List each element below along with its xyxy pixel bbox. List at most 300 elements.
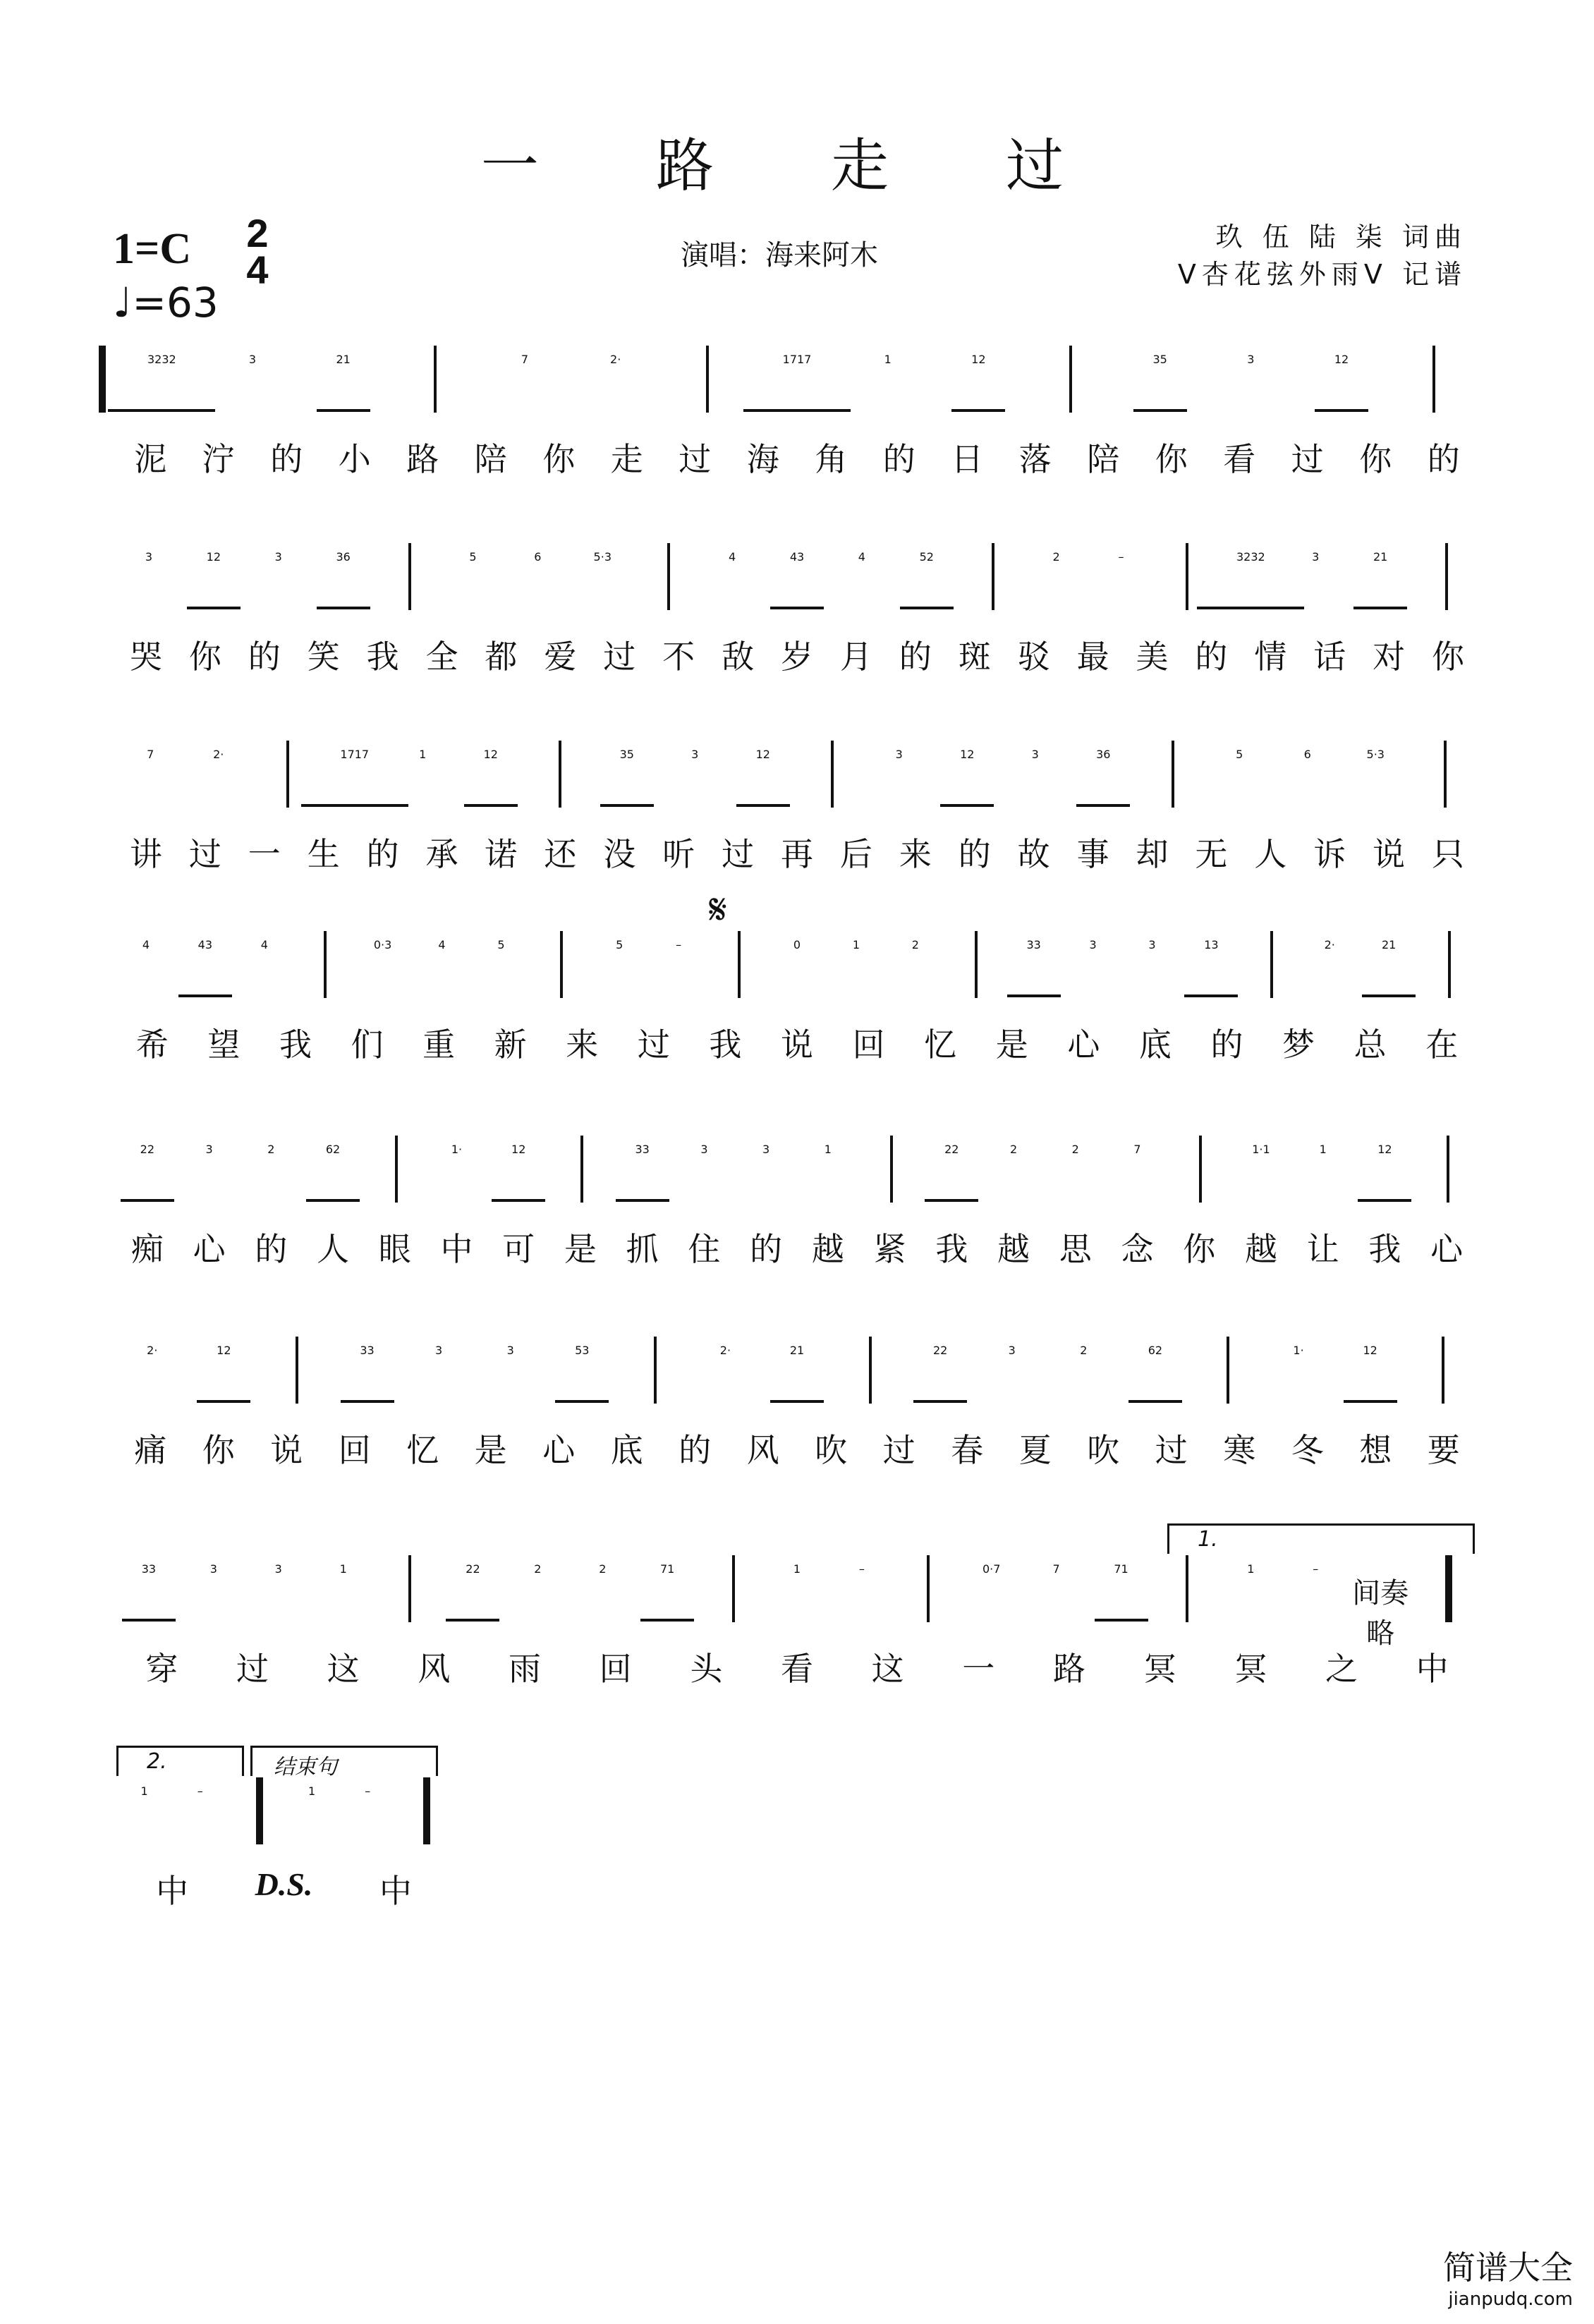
lyric-syllable: 日	[951, 440, 984, 478]
note-group: 2	[911, 938, 919, 951]
note-group: 36	[336, 550, 351, 564]
lyric-syllable: 人	[1254, 835, 1287, 873]
lyric-syllable: 一	[248, 835, 281, 873]
lyric-syllable: 敌	[722, 638, 755, 676]
lyric-syllable: 全	[425, 638, 458, 676]
lyric-syllable: 吹	[1087, 1431, 1120, 1469]
logo-url: jianpudq.com	[1448, 2289, 1573, 2310]
beam-underline	[555, 1400, 609, 1403]
lyric-syllable: 说	[1373, 835, 1406, 873]
barline	[408, 1555, 411, 1622]
lyric-syllable: 过	[882, 1431, 915, 1469]
lyric-syllable: 小	[338, 440, 371, 478]
lyric-syllable: 过	[1155, 1431, 1188, 1469]
beam-underline	[770, 1400, 824, 1403]
note-group: 3	[274, 1562, 282, 1576]
note-group: 2·	[213, 748, 224, 761]
volta-1-bracket	[1167, 1523, 1475, 1554]
beam-underline	[743, 409, 851, 412]
note-group: 21	[1381, 938, 1397, 951]
lyric-syllable: 说	[781, 1026, 813, 1064]
lyric-syllable: 泥	[134, 440, 167, 478]
lyric-syllable: 回	[852, 1026, 885, 1064]
lyric-syllable: 要	[1427, 1431, 1460, 1469]
lyric-syllable: 是	[995, 1026, 1028, 1064]
note-group: 12	[483, 748, 498, 761]
lyric-syllable: 忆	[924, 1026, 957, 1064]
lyric-syllable: 都	[485, 638, 518, 676]
lyric-syllable: 希	[135, 1026, 169, 1064]
barline	[654, 1337, 657, 1404]
note-group: 2·	[610, 353, 621, 366]
note-group: 5	[616, 938, 623, 951]
note-group: 33	[635, 1143, 650, 1156]
barline	[1186, 1555, 1188, 1622]
note-group: 5	[1236, 748, 1243, 761]
beam-underline	[1358, 1199, 1411, 1202]
note-group: 0·7	[982, 1562, 1001, 1576]
note-group: 3	[435, 1344, 443, 1357]
lyric-syllable: 陪	[1087, 440, 1120, 478]
lyric-syllable: 笑	[307, 638, 340, 676]
note-group: 3	[145, 550, 153, 564]
note-group: 35	[619, 748, 634, 761]
lyric-syllable: 路	[406, 440, 439, 478]
beam-underline	[616, 1199, 669, 1202]
note-group: –	[1118, 550, 1124, 564]
lyric-syllable: 你	[1155, 440, 1188, 478]
note-group: 71	[660, 1562, 675, 1576]
lyric-syllable: 你	[1359, 440, 1392, 478]
note-group: 3	[506, 1344, 514, 1357]
note-group: 2	[1071, 1143, 1079, 1156]
barline	[667, 543, 670, 610]
lyric-syllable: 越	[811, 1230, 844, 1268]
note-group: 7	[1052, 1562, 1060, 1576]
lyric-syllable: 故	[1017, 835, 1050, 873]
barline	[1432, 346, 1435, 413]
note-group: 3	[274, 550, 282, 564]
lyric-syllable: 越	[1244, 1230, 1277, 1268]
repeat-start-barline	[99, 346, 106, 413]
beam-underline	[1007, 994, 1061, 997]
lyric-syllable: 我	[709, 1026, 742, 1064]
note-group: 12	[1334, 353, 1349, 366]
singer-credit: 演唱：海来阿木	[681, 239, 878, 272]
lyric-syllable: 后	[839, 835, 872, 873]
lyric-syllable: 的	[270, 440, 303, 478]
lyric-syllable: 吹	[815, 1431, 848, 1469]
lyric-syllable: 的	[1210, 1026, 1243, 1064]
lyric-syllable: 过	[679, 440, 712, 478]
lyric-syllable: 在	[1425, 1026, 1459, 1064]
time-signature	[243, 211, 272, 292]
lyric-syllable: 不	[662, 638, 695, 676]
lyric-syllable: 说	[270, 1431, 303, 1469]
barline	[1445, 543, 1448, 610]
lyric-syllable: 这	[327, 1650, 360, 1688]
beam-underline	[341, 1400, 394, 1403]
lyric-syllable: 你	[188, 638, 221, 676]
note-group: 2	[599, 1562, 607, 1576]
lyric-syllable: 再	[781, 835, 813, 873]
beam-underline	[600, 804, 654, 807]
lyric-syllable: 穿	[145, 1650, 178, 1688]
lyric-syllable: 中	[156, 1872, 189, 1910]
note-group: 4	[729, 550, 736, 564]
note-group: 1	[884, 353, 892, 366]
beam-underline	[301, 804, 408, 807]
barline	[738, 931, 741, 998]
beam-underline	[951, 409, 1005, 412]
lyric-syllable: 诉	[1313, 835, 1346, 873]
lyric-syllable: 抓	[626, 1230, 659, 1268]
lyric-syllable: 看	[781, 1650, 813, 1688]
note-group: 62	[1148, 1344, 1163, 1357]
lyric-syllable: 紧	[873, 1230, 906, 1268]
beam-underline	[736, 804, 790, 807]
lyric-syllable: 风	[418, 1650, 451, 1688]
lyric-syllable: 越	[997, 1230, 1030, 1268]
lyric-syllable: 角	[815, 440, 848, 478]
lyric-syllable: 痛	[134, 1431, 167, 1469]
lyric-syllable: 冬	[1291, 1431, 1324, 1469]
note-group: 1·	[451, 1143, 463, 1156]
beam-underline	[640, 1619, 694, 1622]
ending-label: 结束句	[274, 1755, 337, 1779]
barline	[423, 1777, 430, 1844]
lyric-syllable: 的	[750, 1230, 783, 1268]
beam-underline	[178, 994, 232, 997]
barline	[296, 1337, 298, 1404]
beam-underline	[108, 409, 215, 412]
note-group: 36	[1096, 748, 1111, 761]
lyric-syllable: 心	[1430, 1230, 1464, 1268]
beam-underline	[900, 607, 954, 609]
beam-underline	[1095, 1619, 1148, 1622]
note-group: 33	[1026, 938, 1041, 951]
barline	[286, 741, 289, 808]
note-group: 2·	[147, 1344, 158, 1357]
barline	[434, 346, 437, 413]
barline	[1442, 1337, 1444, 1404]
note-group: 1	[140, 1784, 148, 1798]
beam-underline	[1128, 1400, 1182, 1403]
note-group: 22	[140, 1143, 155, 1156]
lyric-syllable: 过	[236, 1650, 269, 1688]
note-group: 1	[852, 938, 860, 951]
lyric-syllable: 眼	[378, 1230, 411, 1268]
lyric-syllable: 之	[1325, 1650, 1358, 1688]
volta-2-bracket	[116, 1746, 244, 1776]
note-group: 2	[1080, 1344, 1088, 1357]
beam-underline	[1197, 607, 1304, 609]
lyric-syllable: 驳	[1017, 638, 1050, 676]
lyric-syllable: 冥	[1143, 1650, 1176, 1688]
lyric-syllable: 夏	[1018, 1431, 1052, 1469]
note-group: 53	[575, 1344, 590, 1357]
note-group: 2	[267, 1143, 275, 1156]
lyric-syllable: 情	[1254, 638, 1287, 676]
barline	[927, 1555, 930, 1622]
lyric-syllable: 过	[188, 835, 221, 873]
barline	[890, 1136, 893, 1203]
interlude-label: 间奏略	[1352, 1577, 1409, 1650]
note-group: 2·	[1324, 938, 1335, 951]
beam-underline	[446, 1619, 499, 1622]
note-group: 5·3	[1366, 748, 1385, 761]
lyric-syllable: 回	[599, 1650, 632, 1688]
lyric-syllable: 冥	[1234, 1650, 1267, 1688]
lyric-syllable: 过	[603, 638, 636, 676]
lyric-syllable: 你	[542, 440, 576, 478]
lyric-syllable: 重	[422, 1026, 456, 1064]
note-group: –	[197, 1784, 203, 1798]
note-group: 0·3	[373, 938, 392, 951]
note-group: 1	[339, 1562, 347, 1576]
beam-underline	[122, 1619, 176, 1622]
beam-underline	[306, 1199, 360, 1202]
lyric-syllable: 让	[1306, 1230, 1339, 1268]
segno-mark: 𝄋	[709, 885, 727, 935]
beam-underline	[770, 607, 824, 609]
note-group: 1·	[1293, 1344, 1304, 1357]
note-group: 3	[1031, 748, 1039, 761]
lyric-syllable: 是	[474, 1431, 507, 1469]
lyric-syllable: 只	[1432, 835, 1465, 873]
note-group: 3232	[147, 353, 176, 366]
time-bottom: 4	[246, 248, 269, 292]
beam-underline	[1362, 994, 1416, 997]
lyric-syllable: 我	[1368, 1230, 1401, 1268]
key-signature: 1=C	[113, 225, 192, 273]
lyric-syllable: 来	[566, 1026, 599, 1064]
note-group: 3	[895, 748, 903, 761]
lyric-syllable: 痴	[130, 1230, 164, 1268]
beam-underline	[1344, 1400, 1397, 1403]
note-group: 3	[205, 1143, 213, 1156]
lyric-syllable: 雨	[509, 1650, 541, 1688]
beam-underline	[317, 409, 370, 412]
note-group: 12	[1377, 1143, 1392, 1156]
note-group: 7	[1133, 1143, 1141, 1156]
lyric-syllable: 寒	[1223, 1431, 1256, 1469]
lyric-syllable: 爱	[544, 638, 577, 676]
note-group: 2	[1009, 1143, 1018, 1156]
lyric-syllable: 落	[1018, 440, 1052, 478]
lyric-syllable: 的	[882, 440, 915, 478]
lyric-syllable: 你	[1432, 638, 1465, 676]
note-group: 12	[960, 748, 975, 761]
lyric-syllable: 一	[962, 1650, 995, 1688]
barline	[1186, 543, 1188, 610]
lyric-syllable: 无	[1195, 835, 1228, 873]
site-logo	[1443, 2242, 1573, 2310]
lyric-syllable: 住	[688, 1230, 721, 1268]
note-group: 7	[147, 748, 154, 761]
note-group: 3	[762, 1143, 770, 1156]
lyric-syllable: 岁	[781, 638, 813, 676]
lyric-syllable: 还	[544, 835, 577, 873]
note-group: 3	[1089, 938, 1097, 951]
note-group: –	[1313, 1562, 1319, 1576]
lyric-syllable: 却	[1136, 835, 1169, 873]
lyric-syllable: 这	[871, 1650, 904, 1688]
lyric-syllable: 你	[202, 1431, 235, 1469]
note-group: 12	[206, 550, 221, 564]
beam-underline	[317, 607, 370, 609]
lyric-syllable: 最	[1076, 638, 1109, 676]
lyric-syllable: 讲	[129, 835, 162, 873]
note-group: 1717	[782, 353, 812, 366]
note-group: 0	[793, 938, 801, 951]
lyric-syllable: 新	[494, 1026, 527, 1064]
lyric-syllable: 梦	[1282, 1026, 1315, 1064]
lyric-syllable: 我	[935, 1230, 968, 1268]
note-group: 3	[1148, 938, 1156, 951]
barline	[559, 741, 561, 808]
lyric-syllable: 们	[351, 1026, 384, 1064]
lyric-syllable: 海	[746, 440, 779, 478]
lyric-syllable: 泞	[202, 440, 235, 478]
note-group: 33	[141, 1562, 157, 1576]
lyric-syllable: 承	[425, 835, 458, 873]
lyric-syllable: 听	[662, 835, 695, 873]
ending-bracket	[250, 1746, 438, 1779]
logo-name: 简谱大全	[1443, 2249, 1573, 2287]
lyric-syllable: 你	[1183, 1230, 1216, 1268]
barline	[869, 1337, 872, 1404]
note-group: 1	[308, 1784, 316, 1798]
barline	[975, 931, 978, 998]
beam-underline	[1076, 804, 1130, 807]
note-group: 3	[209, 1562, 217, 1576]
note-group: 1	[1319, 1143, 1327, 1156]
lyric-syllable: 的	[1195, 638, 1228, 676]
barline	[706, 346, 709, 413]
note-group: 21	[1373, 550, 1388, 564]
barline	[408, 543, 411, 610]
lyric-syllable: 看	[1223, 440, 1256, 478]
barline	[256, 1777, 263, 1844]
note-group: 1	[419, 748, 427, 761]
lyric-syllable: 底	[610, 1431, 643, 1469]
lyric-syllable: 月	[839, 638, 872, 676]
lyric-syllable: 对	[1373, 638, 1406, 676]
barline	[1172, 741, 1174, 808]
note-group: 12	[971, 353, 986, 366]
lyric-syllable: D.S.	[255, 1866, 313, 1902]
lyric-syllable: 来	[899, 835, 932, 873]
note-group: 1717	[340, 748, 370, 761]
beam-underline	[492, 1199, 545, 1202]
beam-underline	[464, 804, 518, 807]
lyric-syllable: 诺	[485, 835, 518, 873]
volta-1-label: 1.	[1198, 1527, 1218, 1552]
note-group: 12	[511, 1143, 526, 1156]
barline	[1445, 1555, 1452, 1622]
barline	[831, 741, 834, 808]
note-group: 5·3	[593, 550, 612, 564]
note-group: 22	[944, 1143, 959, 1156]
barline	[1199, 1136, 1202, 1203]
lyric-syllable: 陪	[474, 440, 507, 478]
note-group: 3232	[1236, 550, 1265, 564]
note-group: 7	[521, 353, 529, 366]
note-group: –	[858, 1562, 865, 1576]
barline	[1227, 1337, 1229, 1404]
note-group: 4	[438, 938, 446, 951]
lyric-syllable: 是	[564, 1230, 597, 1268]
lyric-syllable: 走	[610, 440, 643, 478]
note-group: 1	[1247, 1562, 1255, 1576]
note-group: 6	[534, 550, 542, 564]
beam-underline	[1184, 994, 1238, 997]
note-group: 3	[700, 1143, 708, 1156]
lyric-syllable: 人	[317, 1230, 350, 1268]
barline	[992, 543, 994, 610]
lyric-syllable: 忆	[406, 1431, 439, 1469]
note-group: 2	[1052, 550, 1060, 564]
lyric-syllable: 过	[722, 835, 755, 873]
lyric-syllable: 可	[502, 1230, 535, 1268]
note-group: 52	[919, 550, 934, 564]
lyric-syllable: 总	[1353, 1026, 1387, 1064]
note-group: 71	[1114, 1562, 1128, 1576]
lyric-syllable: 中	[440, 1230, 473, 1268]
lyric-syllable: 的	[255, 1230, 288, 1268]
note-group: 2	[534, 1562, 542, 1576]
lyric-syllable: 的	[958, 835, 991, 873]
lyric-syllable: 中	[1416, 1650, 1449, 1688]
lyric-syllable: 的	[366, 835, 399, 873]
lyric-syllable: 我	[366, 638, 399, 676]
note-group: 2·	[719, 1344, 731, 1357]
lyric-syllable: 望	[207, 1026, 241, 1064]
note-group: 5	[497, 938, 505, 951]
lyric-syllable: 底	[1138, 1026, 1172, 1064]
beam-underline	[1133, 409, 1187, 412]
lyric-syllable: 心	[193, 1230, 226, 1268]
beam-underline	[1315, 409, 1368, 412]
note-group: 3	[1247, 353, 1255, 366]
note-group: 3	[1312, 550, 1320, 564]
barline	[324, 931, 327, 998]
lyric-syllable: 话	[1313, 638, 1346, 676]
lyric-syllable: 没	[603, 835, 636, 873]
note-group: 12	[1363, 1344, 1377, 1357]
tempo-marking: ♩=63	[113, 279, 219, 327]
lyric-syllable: 我	[279, 1026, 312, 1064]
note-group: 4	[260, 938, 268, 951]
note-group: 62	[325, 1143, 341, 1156]
lyric-syllable: 心	[542, 1431, 576, 1469]
beam-underline	[913, 1400, 967, 1403]
beam-underline	[121, 1199, 174, 1202]
barline	[1444, 741, 1447, 808]
lyric-syllable: 春	[951, 1431, 984, 1469]
barline	[395, 1136, 398, 1203]
note-group: 35	[1152, 353, 1167, 366]
note-group: 3	[248, 353, 257, 366]
lyric-syllable: 念	[1121, 1230, 1154, 1268]
barline	[1447, 1136, 1449, 1203]
lyric-syllable: 斑	[958, 638, 991, 676]
lyric-syllable: 风	[746, 1431, 779, 1469]
lyric-syllable: 思	[1059, 1230, 1092, 1268]
lyric-syllable: 事	[1076, 835, 1109, 873]
note-group: 13	[1204, 938, 1219, 951]
